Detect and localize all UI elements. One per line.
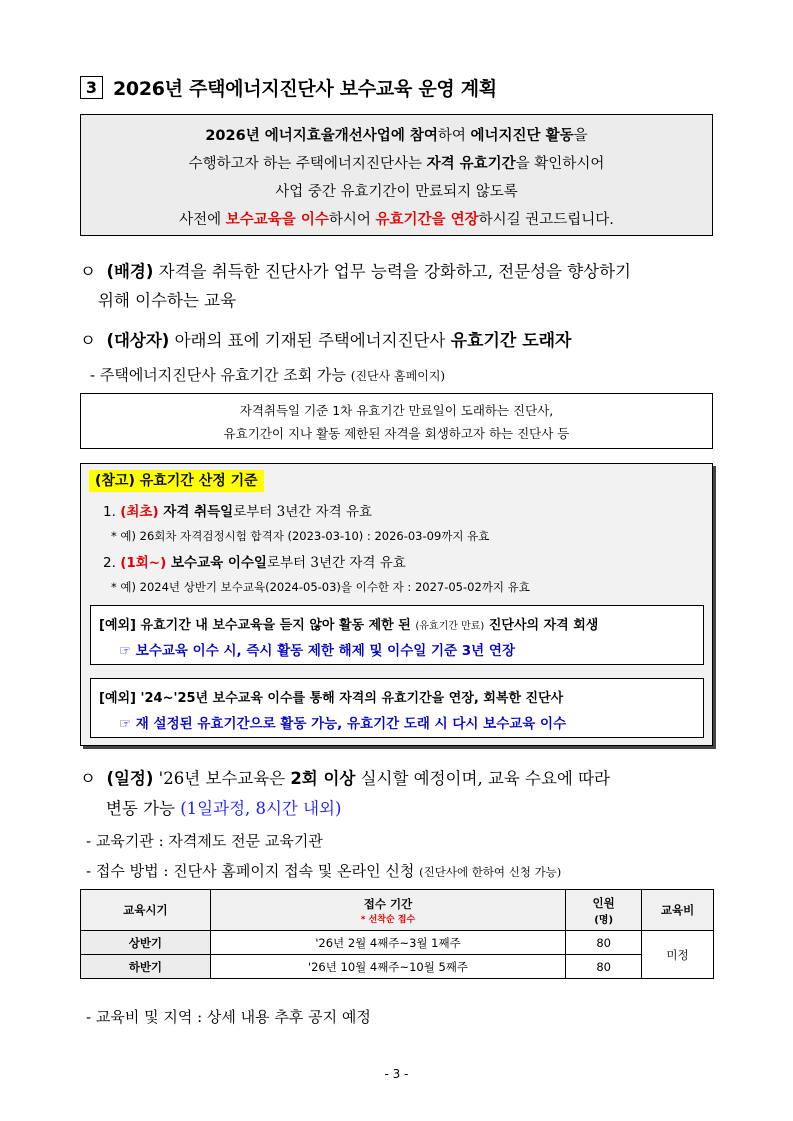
intro-box xyxy=(80,114,713,236)
section-title: 2026년 주택에너지진단사 보수교육 운영 계획 xyxy=(113,77,497,100)
exception-box-1: [예외] 유효기간 내 보수교육을 듣지 않아 활동 제한 된 (유효기간 만료) 진단사의 자격 회생 ☞ 보수교육 이수 시, 즉시 활동 제한 해제 및 이수일 기준 3년 연장 xyxy=(90,605,704,665)
schedule-paragraph: ㅇ (일정) '26년 보수교육은 2회 이상 실시할 예정이며, 교육 수요에 따라 xyxy=(80,769,610,788)
header-fee: 교육비 xyxy=(642,890,714,931)
header-reception: 접수 기간 * 선착순 접수 xyxy=(210,890,565,931)
table-header-row xyxy=(81,890,714,931)
bullet: ㅇ xyxy=(80,262,96,281)
header-period: 교육시기 xyxy=(81,890,211,931)
background-paragraph-cont: 위해 이수하는 교육 xyxy=(98,291,237,310)
apply-line: - 접수 방법 : 진단사 홈페이지 접속 및 온라인 신청 (진단사에 한하여 신청 가능) xyxy=(86,862,562,880)
intro-line-1: 2026년 에너지효율개선사업에 참여하여 에너지진단 활동을 xyxy=(205,128,588,144)
reference-box xyxy=(80,463,713,746)
schedule-table xyxy=(80,889,714,979)
target-sub: - 주택에너지진단사 유효기간 조회 가능 (진단사 홈페이지) xyxy=(90,366,446,384)
reference-item-1: 1. (최초) 자격 취득일로부터 3년간 자격 유효 xyxy=(103,504,373,520)
page-number: - 3 - xyxy=(384,1067,409,1081)
schedule-paragraph-cont: 변동 가능 (1일과정, 8시간 내외) xyxy=(106,799,342,818)
target-paragraph: ㅇ (대상자) 아래의 표에 기재된 주택에너지진단사 유효기간 도래자 xyxy=(80,331,572,351)
reference-note-1: * 예) 26회차 자격검정시험 합격자 (2023-03-10) : 2026-03-09까지 유효 xyxy=(111,529,490,543)
reference-title: (참고) 유효기간 산정 기준 xyxy=(89,470,264,492)
reference-item-2: 2. (1회~) 보수교육 이수일로부터 3년간 자격 유효 xyxy=(103,555,406,571)
fee-location-line: - 교육비 및 지역 : 상세 내용 추후 공지 예정 xyxy=(86,1008,371,1026)
table-row: 상반기 '26년 2월 4째주~3월 1째주 80 미정 xyxy=(81,931,714,955)
exception-box-2: [예외] '24~'25년 보수교육 이수를 통해 자격의 유효기간을 연장, 회복한 진단사 ☞ 재 설정된 유효기간으로 활동 가능, 유효기간 도래 시 다시 보수교육 이수 xyxy=(90,678,704,738)
target-box: 자격취득일 기준 1차 유효기간 만료일이 도래하는 진단사, 유효기간이 지나 활동 제한된 자격을 회생하고자 하는 진단사 등 xyxy=(80,393,713,449)
table-row: 하반기 '26년 10월 4째주~10월 5째주 80 xyxy=(81,955,714,979)
section-heading xyxy=(80,70,720,104)
section-number: 3 xyxy=(80,76,103,99)
reference-note-2: * 예) 2024년 상반기 보수교육(2024-05-03)을 이수한 자 : 2027-05-02까지 유효 xyxy=(111,580,530,594)
intro-line-4: 사전에 보수교육을 이수하시어 유효기간을 연장하시길 권고드립니다. xyxy=(179,212,614,228)
intro-line-3: 사업 중간 유효기간이 만료되지 않도록 xyxy=(275,184,518,200)
intro-line-2: 수행하고자 하는 주택에너지진단사는 자격 유효기간을 확인하시어 xyxy=(188,156,605,172)
header-people: 인원 (명) xyxy=(566,890,642,931)
fee-cell: 미정 xyxy=(642,931,714,979)
institution-line: - 교육기관 : 자격제도 전문 교육기관 xyxy=(86,832,323,850)
background-paragraph: ㅇ (배경) 자격을 취득한 진단사가 업무 능력을 강화하고, 전문성을 향상하기 xyxy=(80,262,631,281)
